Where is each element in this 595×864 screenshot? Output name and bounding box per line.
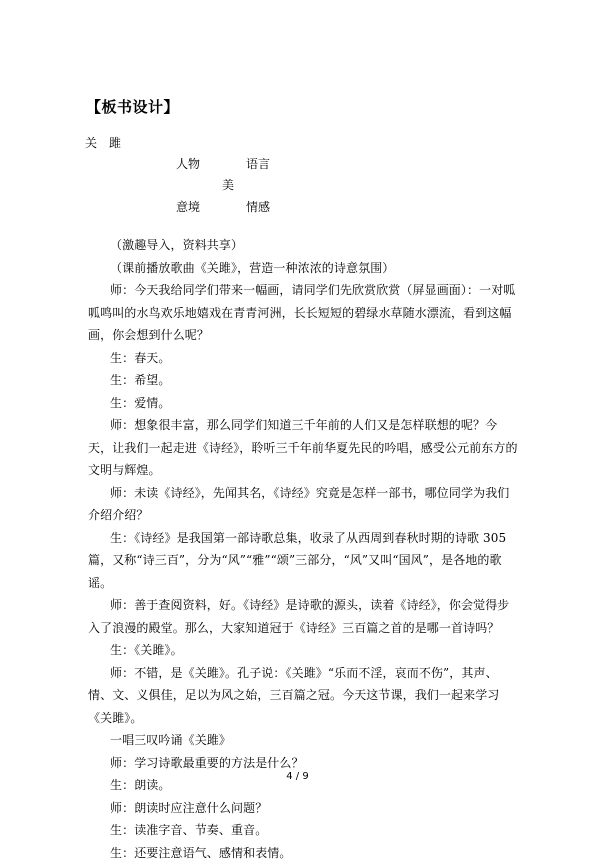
paragraph: 生：还要注意语气、感情和表情。 — [88, 842, 520, 864]
paragraph: （激趣导入，资料共享） — [88, 234, 520, 257]
board-center: 美 — [222, 177, 234, 193]
board-left-top: 人物 — [176, 156, 200, 172]
section-heading: 【板书设计】 — [86, 96, 179, 117]
paragraph: 师：不错，是《关雎》。孔子说：《关雎》“乐而不淫，哀而不伤”，其声、情、文、义俱佳，足以为风之始，三百篇之冠。今天这节课，我们一起来学习《关雎》。 — [88, 662, 520, 730]
paragraph: 生：朗读。 — [88, 774, 520, 797]
paragraph: 师：今天我给同学们带来一幅画，请同学们先欣赏欣赏（屏显画面）：一对呱呱鸣叫的水鸟欢乐地嬉戏在青青河洲，长长短短的碧绿水草随水漂流，看到这幅画，你会想到什么呢？ — [88, 279, 520, 347]
paragraph: 师：朗读时应注意什么问题？ — [88, 797, 520, 820]
paragraph: 生：爱情。 — [88, 392, 520, 415]
board-right-top: 语言 — [246, 156, 270, 172]
paragraph: 生：希望。 — [88, 369, 520, 392]
page-number: 4 / 9 — [0, 771, 595, 782]
paragraph: 生：《诗经》是我国第一部诗歌总集，收录了从西周到春秋时期的诗歌 305 篇，又称“诗三百”，分为“风”“雅”“颂”三部分，“风”又叫“国风”，是各地的歌谣。 — [88, 527, 520, 595]
board-title: 关 雎 — [85, 135, 121, 151]
paragraph: 生：《关雎》。 — [88, 639, 520, 662]
paragraph: 生：读准字音、节奏、重音。 — [88, 819, 520, 842]
paragraph: （课前播放歌曲《关雎》，营造一种浓浓的诗意氛围） — [88, 257, 520, 280]
board-left-bottom: 意境 — [176, 199, 200, 215]
paragraph: 师：善于查阅资料，好。《诗经》是诗歌的源头，读着《诗经》，你会觉得步入了浪漫的殿堂。那么，大家知道冠于《诗经》三百篇之首的是哪一首诗吗？ — [88, 594, 520, 639]
board-right-bottom: 情感 — [246, 199, 270, 215]
lesson-transcript — [88, 234, 520, 864]
paragraph: 一唱三叹吟诵《关雎》 — [88, 729, 520, 752]
paragraph: 师：想象很丰富，那么同学们知道三千年前的人们又是怎样联想的呢？今天，让我们一起走进《诗经》，聆听三千年前华夏先民的吟唱，感受公元前东方的文明与辉煌。 — [88, 414, 520, 482]
paragraph: 生：春天。 — [88, 347, 520, 370]
paragraph: 师：未读《诗经》，先闻其名，《诗经》究竟是怎样一部书，哪位同学为我们介绍介绍？ — [88, 482, 520, 527]
paragraph: 师：学习诗歌最重要的方法是什么？ — [88, 752, 520, 775]
